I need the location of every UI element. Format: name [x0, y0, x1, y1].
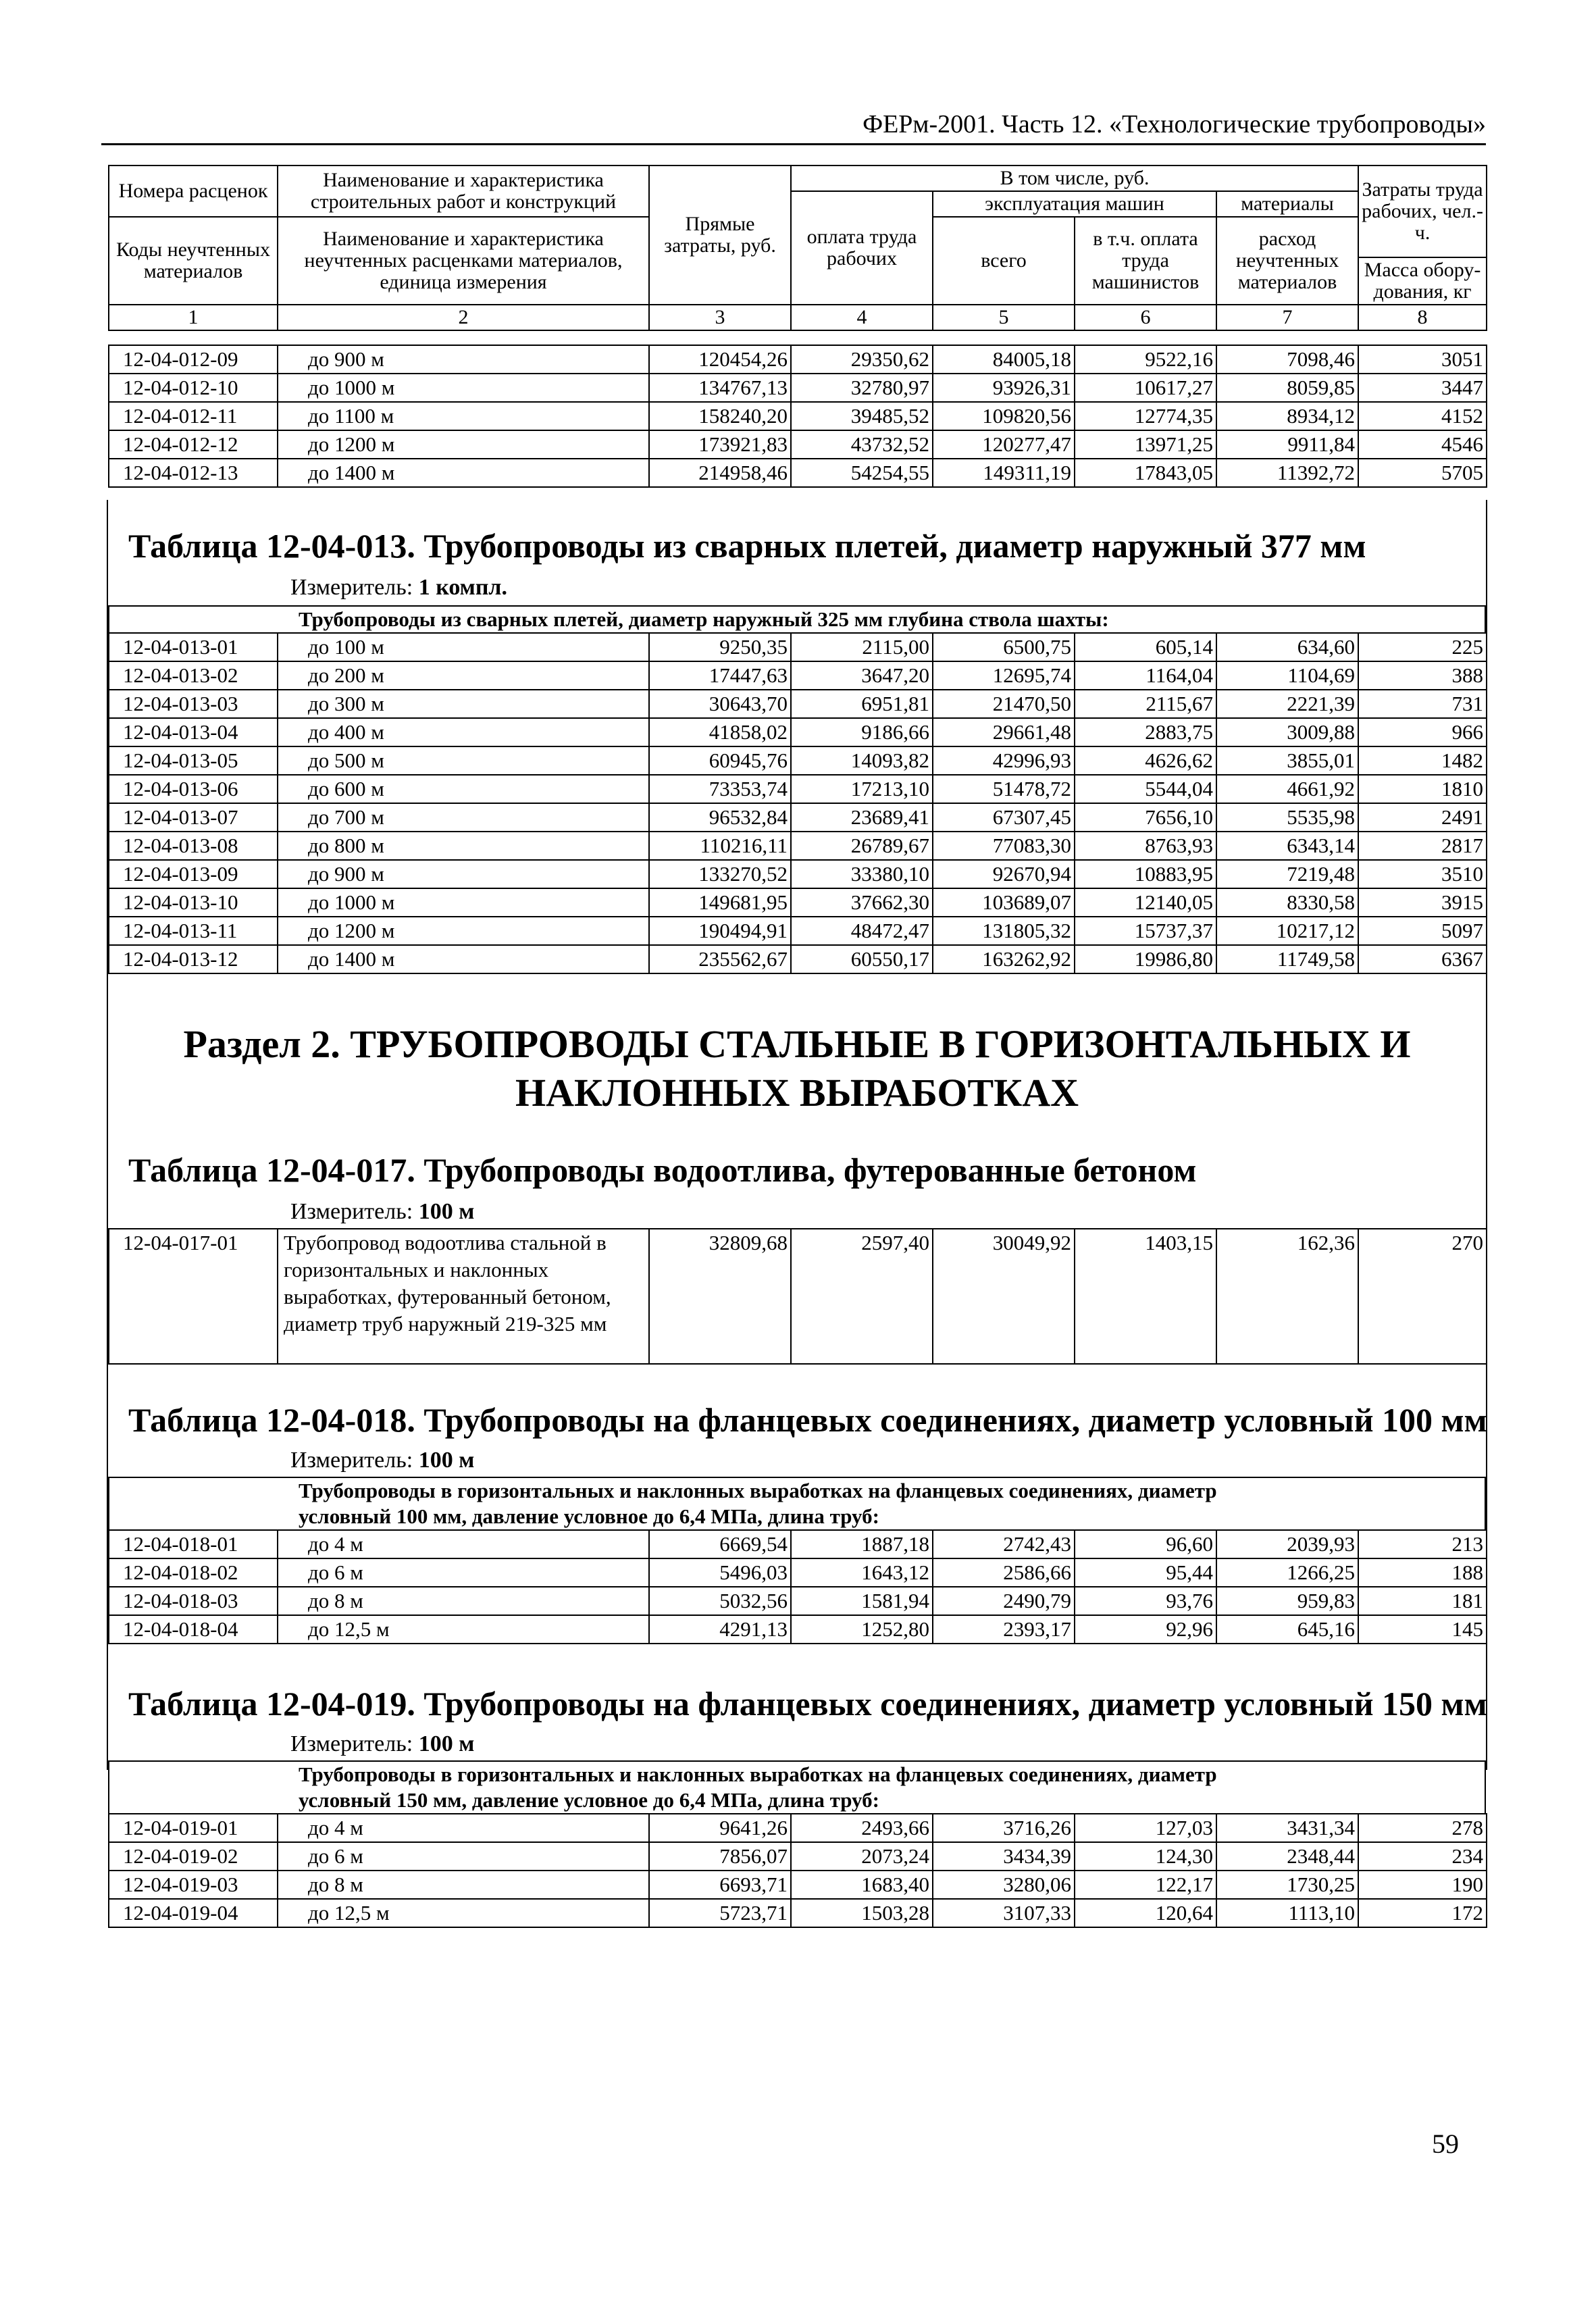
table-row	[109, 1814, 1487, 1842]
page-number: 59	[1432, 2129, 1459, 2159]
incl-header: В том числе, руб.	[791, 166, 1358, 191]
row-direct-cost: 120454,26	[649, 345, 791, 374]
row-labor-pay: 43732,52	[791, 430, 933, 459]
row-labor-hours: 3510	[1358, 860, 1487, 888]
row-machinists-pay: 17843,05	[1075, 459, 1216, 487]
row-code: 12-04-012-10	[109, 374, 278, 402]
row-machinists-pay: 127,03	[1075, 1814, 1216, 1842]
row-name: до 1400 м	[278, 945, 649, 973]
row-value: 2597,40	[791, 1229, 933, 1364]
row-materials: 1266,25	[1216, 1558, 1358, 1587]
table-018-title: Таблица 12-04-018. Трубопроводы на фланцевых соединениях, диаметр условный 100 мм	[128, 1401, 1487, 1439]
row-code: 12-04-019-03	[109, 1871, 278, 1899]
row-code: 12-04-013-08	[109, 832, 278, 860]
measure-label: Измеритель:	[290, 575, 413, 600]
col-2-top: Наименование и характеристика строительных работ и конструкций	[278, 166, 649, 217]
measure-label: Измеритель:	[290, 1448, 413, 1473]
row-name: до 4 м	[278, 1814, 649, 1842]
measure-label: Измеритель:	[290, 1199, 413, 1224]
row-code: 12-04-017-01	[109, 1229, 278, 1364]
row-materials: 2348,44	[1216, 1842, 1358, 1871]
col-5-header: всего	[933, 217, 1075, 305]
row-machines-total: 84005,18	[933, 345, 1075, 374]
row-labor-pay: 23689,41	[791, 803, 933, 832]
col-1-top: Номера расценок	[109, 166, 278, 217]
row-code: 12-04-018-01	[109, 1530, 278, 1558]
row-code: 12-04-013-06	[109, 775, 278, 803]
row-machines-total: 51478,72	[933, 775, 1075, 803]
row-materials: 5535,98	[1216, 803, 1358, 832]
row-labor-hours: 388	[1358, 661, 1487, 690]
row-machinists-pay: 10617,27	[1075, 374, 1216, 402]
row-code: 12-04-013-02	[109, 661, 278, 690]
row-machinists-pay: 8763,93	[1075, 832, 1216, 860]
table-row	[109, 945, 1487, 973]
row-labor-hours: 731	[1358, 690, 1487, 718]
col-6-header: в т.ч. оплата труда машинистов	[1075, 217, 1216, 305]
row-labor-hours: 3447	[1358, 374, 1487, 402]
table-017-rows	[108, 1228, 1487, 1365]
table-row	[109, 633, 1487, 661]
row-labor-hours: 1482	[1358, 746, 1487, 775]
table-row	[109, 1615, 1487, 1644]
row-machinists-pay: 5544,04	[1075, 775, 1216, 803]
row-name: Трубопровод водоотлива стальной в горизонтальных и наклонных выработках, футерованный бетоном, диаметр труб наружный 219-325 мм	[278, 1229, 649, 1364]
measure-label: Измеритель:	[290, 1731, 413, 1756]
row-name: до 1400 м	[278, 459, 649, 487]
row-name: до 500 м	[278, 746, 649, 775]
table-row	[109, 1587, 1487, 1615]
table-row	[109, 1871, 1487, 1899]
row-labor-pay: 6951,81	[791, 690, 933, 718]
row-machines-total: 131805,32	[933, 917, 1075, 945]
row-machines-total: 29661,48	[933, 718, 1075, 746]
row-direct-cost: 9250,35	[649, 633, 791, 661]
table-row	[109, 718, 1487, 746]
row-labor-pay: 32780,97	[791, 374, 933, 402]
row-materials: 645,16	[1216, 1615, 1358, 1644]
row-materials: 7098,46	[1216, 345, 1358, 374]
row-labor-hours: 234	[1358, 1842, 1487, 1871]
table-row	[109, 459, 1487, 487]
row-code: 12-04-019-04	[109, 1899, 278, 1927]
row-direct-cost: 73353,74	[649, 775, 791, 803]
measure-value: 100 м	[418, 1731, 475, 1756]
row-labor-hours: 966	[1358, 718, 1487, 746]
col-num-1: 1	[109, 305, 278, 330]
table-row	[109, 803, 1487, 832]
row-machinists-pay: 120,64	[1075, 1899, 1216, 1927]
row-machines-total: 3716,26	[933, 1814, 1075, 1842]
row-labor-hours: 5097	[1358, 917, 1487, 945]
table-018-rows	[108, 1529, 1487, 1644]
table-row	[109, 746, 1487, 775]
row-direct-cost: 134767,13	[649, 374, 791, 402]
row-machinists-pay: 19986,80	[1075, 945, 1216, 973]
row-materials: 7219,48	[1216, 860, 1358, 888]
table-013-subhead: Трубопроводы из сварных плетей, диаметр наружный 325 мм глубина ствола шахты:	[108, 605, 1486, 634]
row-code: 12-04-012-09	[109, 345, 278, 374]
table-019-subhead: Трубопроводы в горизонтальных и наклонных выработках на фланцевых соединениях, диаметр условный 150 мм, давление условное до 6,4 МПа, длина труб:	[108, 1760, 1486, 1814]
table-019-measure	[290, 1729, 474, 1759]
table-012-rows	[108, 345, 1487, 488]
row-machines-total: 103689,07	[933, 888, 1075, 917]
row-machines-total: 21470,50	[933, 690, 1075, 718]
table-row	[109, 860, 1487, 888]
row-value: 1403,15	[1075, 1229, 1216, 1364]
measure-value: 100 м	[418, 1199, 475, 1224]
row-code: 12-04-013-09	[109, 860, 278, 888]
row-code: 12-04-013-10	[109, 888, 278, 917]
table-row	[109, 1530, 1487, 1558]
row-labor-hours: 2491	[1358, 803, 1487, 832]
row-direct-cost: 5032,56	[649, 1587, 791, 1615]
table-013-title: Таблица 12-04-013. Трубопроводы из сварных плетей, диаметр наружный 377 мм	[128, 527, 1366, 565]
row-machines-total: 92670,94	[933, 860, 1075, 888]
row-code: 12-04-012-11	[109, 402, 278, 430]
row-labor-pay: 9186,66	[791, 718, 933, 746]
row-labor-hours: 2817	[1358, 832, 1487, 860]
row-machinists-pay: 12140,05	[1075, 888, 1216, 917]
row-code: 12-04-013-05	[109, 746, 278, 775]
measure-value: 1 компл.	[418, 575, 508, 600]
row-name: до 900 м	[278, 860, 649, 888]
running-header: ФЕРм-2001. Часть 12. «Технологические трубопроводы»	[863, 110, 1486, 138]
row-code: 12-04-013-03	[109, 690, 278, 718]
row-labor-hours: 6367	[1358, 945, 1487, 973]
row-name: до 100 м	[278, 633, 649, 661]
table-019-title: Таблица 12-04-019. Трубопроводы на фланцевых соединениях, диаметр условный 150 мм	[128, 1685, 1487, 1723]
row-labor-pay: 39485,52	[791, 402, 933, 430]
row-direct-cost: 7856,07	[649, 1842, 791, 1871]
row-labor-hours: 1810	[1358, 775, 1487, 803]
row-direct-cost: 9641,26	[649, 1814, 791, 1842]
table-row	[109, 402, 1487, 430]
row-direct-cost: 60945,76	[649, 746, 791, 775]
row-direct-cost: 96532,84	[649, 803, 791, 832]
row-direct-cost: 158240,20	[649, 402, 791, 430]
row-direct-cost: 6669,54	[649, 1530, 791, 1558]
row-labor-hours: 4152	[1358, 402, 1487, 430]
row-direct-cost: 110216,11	[649, 832, 791, 860]
row-direct-cost: 5496,03	[649, 1558, 791, 1587]
row-materials: 4661,92	[1216, 775, 1358, 803]
row-name: до 8 м	[278, 1587, 649, 1615]
row-machines-total: 163262,92	[933, 945, 1075, 973]
table-row	[109, 1842, 1487, 1871]
row-labor-hours: 3051	[1358, 345, 1487, 374]
row-value: 30049,92	[933, 1229, 1075, 1364]
row-machinists-pay: 13971,25	[1075, 430, 1216, 459]
row-machinists-pay: 96,60	[1075, 1530, 1216, 1558]
row-labor-hours: 213	[1358, 1530, 1487, 1558]
row-name: до 12,5 м	[278, 1615, 649, 1644]
row-materials: 2039,93	[1216, 1530, 1358, 1558]
row-machines-total: 2742,43	[933, 1530, 1075, 1558]
col-3-header: Прямые затраты, руб.	[649, 166, 791, 305]
row-machines-total: 93926,31	[933, 374, 1075, 402]
row-machines-total: 2586,66	[933, 1558, 1075, 1587]
section-2-title-line-1: Раздел 2. ТРУБОПРОВОДЫ СТАЛЬНЫЕ В ГОРИЗОНТАЛЬНЫХ И	[183, 1022, 1411, 1066]
row-labor-hours: 190	[1358, 1871, 1487, 1899]
row-labor-pay: 48472,47	[791, 917, 933, 945]
row-labor-hours: 5705	[1358, 459, 1487, 487]
col-num-4: 4	[791, 305, 933, 330]
row-machinists-pay: 2883,75	[1075, 718, 1216, 746]
row-direct-cost: 41858,02	[649, 718, 791, 746]
row-machinists-pay: 605,14	[1075, 633, 1216, 661]
row-materials: 1104,69	[1216, 661, 1358, 690]
row-machinists-pay: 7656,10	[1075, 803, 1216, 832]
row-labor-hours: 225	[1358, 633, 1487, 661]
measure-value: 100 м	[418, 1448, 475, 1473]
col-num-5: 5	[933, 305, 1075, 330]
row-labor-pay: 2115,00	[791, 633, 933, 661]
row-name: до 1200 м	[278, 430, 649, 459]
row-code: 12-04-013-01	[109, 633, 278, 661]
row-labor-pay: 3647,20	[791, 661, 933, 690]
row-labor-pay: 1503,28	[791, 1899, 933, 1927]
row-direct-cost: 30643,70	[649, 690, 791, 718]
row-machinists-pay: 93,76	[1075, 1587, 1216, 1615]
row-name: до 6 м	[278, 1558, 649, 1587]
row-materials: 8330,58	[1216, 888, 1358, 917]
row-labor-hours: 181	[1358, 1587, 1487, 1615]
row-direct-cost: 235562,67	[649, 945, 791, 973]
materials-header: материалы	[1216, 191, 1358, 217]
row-direct-cost: 6693,71	[649, 1871, 791, 1899]
table-row	[109, 1899, 1487, 1927]
row-labor-pay: 1887,18	[791, 1530, 933, 1558]
row-materials: 11749,58	[1216, 945, 1358, 973]
row-direct-cost: 173921,83	[649, 430, 791, 459]
row-labor-hours: 278	[1358, 1814, 1487, 1842]
row-name: до 800 м	[278, 832, 649, 860]
row-machines-total: 2393,17	[933, 1615, 1075, 1644]
row-labor-pay: 17213,10	[791, 775, 933, 803]
table-019-rows	[108, 1813, 1487, 1928]
row-name: до 300 м	[278, 690, 649, 718]
row-machinists-pay: 92,96	[1075, 1615, 1216, 1644]
table-018-measure	[290, 1446, 474, 1475]
row-direct-cost: 190494,91	[649, 917, 791, 945]
row-name: до 6 м	[278, 1842, 649, 1871]
row-labor-pay: 1581,94	[791, 1587, 933, 1615]
row-machinists-pay: 122,17	[1075, 1871, 1216, 1899]
row-labor-pay: 37662,30	[791, 888, 933, 917]
row-code: 12-04-019-02	[109, 1842, 278, 1871]
row-code: 12-04-013-04	[109, 718, 278, 746]
row-labor-pay: 33380,10	[791, 860, 933, 888]
row-machinists-pay: 124,30	[1075, 1842, 1216, 1871]
col-num-6: 6	[1075, 305, 1216, 330]
row-code: 12-04-012-13	[109, 459, 278, 487]
row-materials: 959,83	[1216, 1587, 1358, 1615]
row-machines-total: 149311,19	[933, 459, 1075, 487]
row-machinists-pay: 4626,62	[1075, 746, 1216, 775]
row-labor-hours: 145	[1358, 1615, 1487, 1644]
col-4-header: оплата труда рабочих	[791, 191, 933, 305]
row-materials: 10217,12	[1216, 917, 1358, 945]
row-name: до 700 м	[278, 803, 649, 832]
row-materials: 11392,72	[1216, 459, 1358, 487]
row-machines-total: 3434,39	[933, 1842, 1075, 1871]
col-num-8: 8	[1358, 305, 1487, 330]
row-code: 12-04-013-07	[109, 803, 278, 832]
machines-header: эксплуатация машин	[933, 191, 1216, 217]
row-code: 12-04-012-12	[109, 430, 278, 459]
table-013-measure	[290, 573, 507, 603]
row-materials: 8059,85	[1216, 374, 1358, 402]
header-rule	[101, 143, 1486, 145]
col-1-bottom: Коды неучтенных материалов	[109, 217, 278, 305]
row-labor-hours: 188	[1358, 1558, 1487, 1587]
row-labor-pay: 29350,62	[791, 345, 933, 374]
row-materials: 2221,39	[1216, 690, 1358, 718]
table-row	[109, 917, 1487, 945]
row-name: до 200 м	[278, 661, 649, 690]
row-machines-total: 109820,56	[933, 402, 1075, 430]
col-num-2: 2	[278, 305, 649, 330]
table-row	[109, 832, 1487, 860]
row-name: до 1200 м	[278, 917, 649, 945]
row-direct-cost: 17447,63	[649, 661, 791, 690]
table-row	[109, 775, 1487, 803]
row-labor-pay: 1643,12	[791, 1558, 933, 1587]
row-name: до 1000 м	[278, 888, 649, 917]
row-name: до 1100 м	[278, 402, 649, 430]
row-machines-total: 67307,45	[933, 803, 1075, 832]
col-2-bottom: Наименование и характеристика неучтенных расценками материалов, единица измерения	[278, 217, 649, 305]
row-direct-cost: 4291,13	[649, 1615, 791, 1644]
row-labor-hours: 3915	[1358, 888, 1487, 917]
col-8-top: Затраты труда рабочих, чел.-ч.	[1358, 166, 1487, 257]
table-row	[109, 374, 1487, 402]
table-018-subhead: Трубопроводы в горизонтальных и наклонных выработках на фланцевых соединениях, диаметр условный 100 мм, давление условное до 6,4 МПа, длина труб:	[108, 1477, 1486, 1531]
row-labor-hours: 4546	[1358, 430, 1487, 459]
row-value: 270	[1358, 1229, 1487, 1364]
row-materials: 634,60	[1216, 633, 1358, 661]
row-name: до 12,5 м	[278, 1899, 649, 1927]
row-code: 12-04-013-11	[109, 917, 278, 945]
table-013-rows	[108, 632, 1487, 974]
row-machines-total: 6500,75	[933, 633, 1075, 661]
row-labor-pay: 60550,17	[791, 945, 933, 973]
row-labor-pay: 2073,24	[791, 1842, 933, 1871]
row-machines-total: 2490,79	[933, 1587, 1075, 1615]
row-name: до 900 м	[278, 345, 649, 374]
row-machines-total: 77083,30	[933, 832, 1075, 860]
row-materials: 1113,10	[1216, 1899, 1358, 1927]
row-name: до 1000 м	[278, 374, 649, 402]
row-direct-cost: 149681,95	[649, 888, 791, 917]
row-name: до 400 м	[278, 718, 649, 746]
table-row	[109, 345, 1487, 374]
table-row	[109, 888, 1487, 917]
row-labor-pay: 1252,80	[791, 1615, 933, 1644]
col-8-bottom: Масса обору-дования, кг	[1358, 257, 1487, 305]
table-row	[109, 430, 1487, 459]
col-num-7: 7	[1216, 305, 1358, 330]
row-machines-total: 42996,93	[933, 746, 1075, 775]
table-row	[109, 690, 1487, 718]
row-value: 32809,68	[649, 1229, 791, 1364]
row-labor-pay: 1683,40	[791, 1871, 933, 1899]
row-machinists-pay: 1164,04	[1075, 661, 1216, 690]
row-name: до 8 м	[278, 1871, 649, 1899]
row-value: 162,36	[1216, 1229, 1358, 1364]
row-code: 12-04-018-04	[109, 1615, 278, 1644]
table-row	[109, 1558, 1487, 1587]
row-direct-cost: 133270,52	[649, 860, 791, 888]
row-machinists-pay: 9522,16	[1075, 345, 1216, 374]
row-labor-pay: 14093,82	[791, 746, 933, 775]
row-materials: 1730,25	[1216, 1871, 1358, 1899]
row-materials: 9911,84	[1216, 430, 1358, 459]
row-machinists-pay: 95,44	[1075, 1558, 1216, 1587]
row-labor-hours: 172	[1358, 1899, 1487, 1927]
row-machines-total: 120277,47	[933, 430, 1075, 459]
row-machines-total: 3107,33	[933, 1899, 1075, 1927]
row-machinists-pay: 10883,95	[1075, 860, 1216, 888]
row-direct-cost: 214958,46	[649, 459, 791, 487]
table-017-measure	[290, 1197, 474, 1227]
row-machines-total: 3280,06	[933, 1871, 1075, 1899]
section-2-title-line-2: НАКЛОННЫХ ВЫРАБОТКАХ	[515, 1071, 1079, 1115]
row-code: 12-04-019-01	[109, 1814, 278, 1842]
row-machines-total: 12695,74	[933, 661, 1075, 690]
row-name: до 4 м	[278, 1530, 649, 1558]
row-labor-pay: 54254,55	[791, 459, 933, 487]
row-materials: 3431,34	[1216, 1814, 1358, 1842]
col-7-header: расход неучтенных материалов	[1216, 217, 1358, 305]
row-materials: 3009,88	[1216, 718, 1358, 746]
row-machinists-pay: 2115,67	[1075, 690, 1216, 718]
row-code: 12-04-013-12	[109, 945, 278, 973]
row-machinists-pay: 15737,37	[1075, 917, 1216, 945]
row-name: до 600 м	[278, 775, 649, 803]
row-materials: 3855,01	[1216, 746, 1358, 775]
row-direct-cost: 5723,71	[649, 1899, 791, 1927]
table-row	[109, 661, 1487, 690]
row-code: 12-04-018-03	[109, 1587, 278, 1615]
row-machinists-pay: 12774,35	[1075, 402, 1216, 430]
column-header-table	[108, 165, 1487, 331]
col-num-3: 3	[649, 305, 791, 330]
table-017-title: Таблица 12-04-017. Трубопроводы водоотлива, футерованные бетоном	[128, 1151, 1197, 1189]
table-row	[109, 1229, 1487, 1364]
row-materials: 6343,14	[1216, 832, 1358, 860]
row-labor-pay: 26789,67	[791, 832, 933, 860]
row-materials: 8934,12	[1216, 402, 1358, 430]
row-labor-pay: 2493,66	[791, 1814, 933, 1842]
row-code: 12-04-018-02	[109, 1558, 278, 1587]
